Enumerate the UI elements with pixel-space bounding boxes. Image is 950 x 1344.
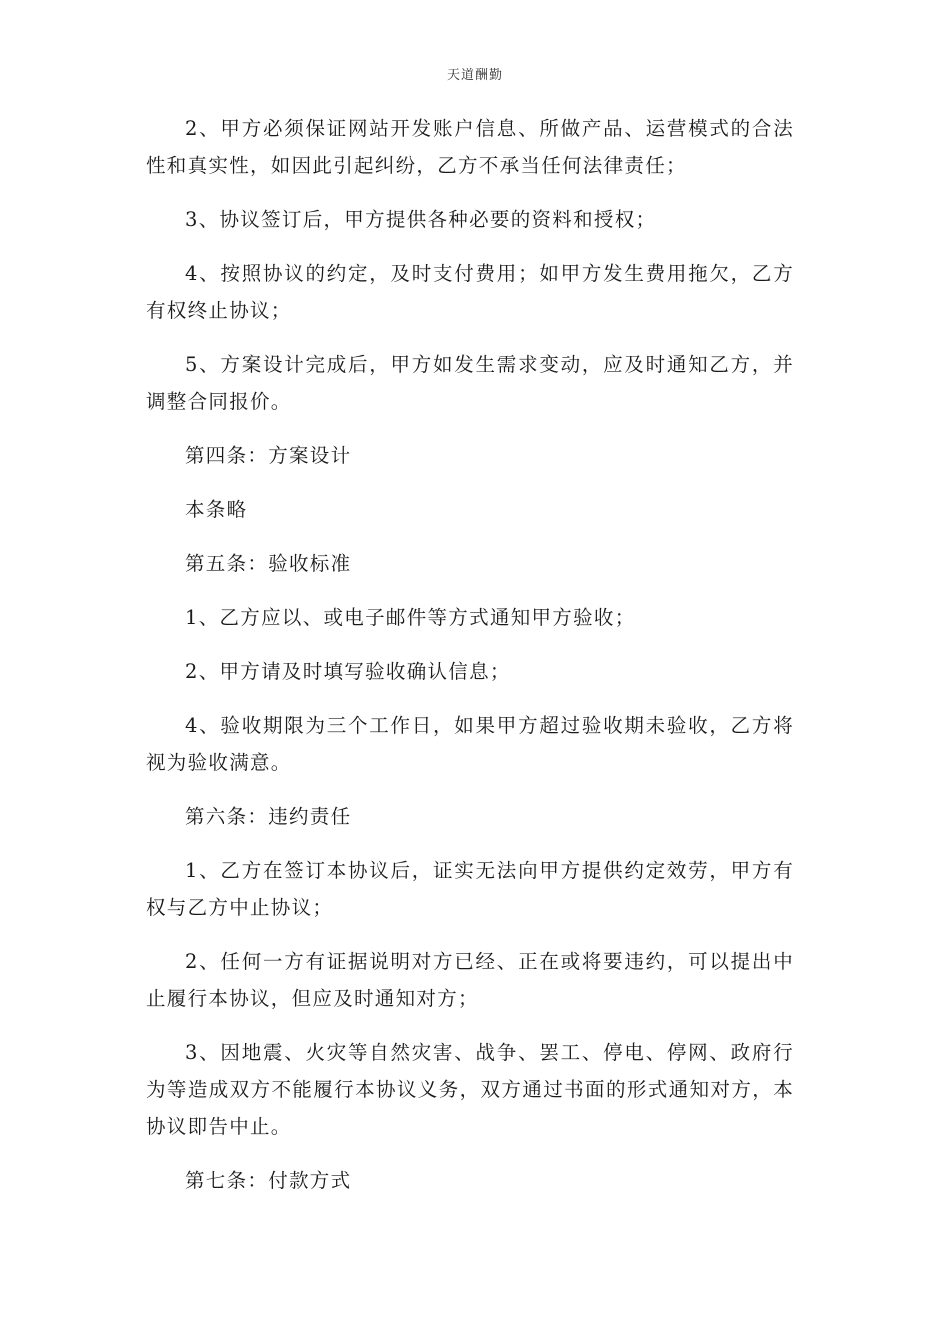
clause-item-3: 3、协议签订后，甲方提供各种必要的资料和授权； xyxy=(185,208,657,231)
liability-item-1: 1、乙方在签订本协议后，证实无法向甲方提供约定效劳，甲方有权与乙方中止协议； xyxy=(146,859,794,919)
acceptance-item-4: 4、验收期限为三个工作日，如果甲方超过验收期未验收，乙方将视为验收满意。 xyxy=(146,714,794,774)
section-heading-6: 第六条：违约责任 xyxy=(185,805,352,828)
acceptance-item-1: 1、乙方应以、或电子邮件等方式通知甲方验收； xyxy=(185,606,636,629)
section-4-body: 本条略 xyxy=(185,498,248,521)
liability-item-2: 2、任何一方有证据说明对方已经、正在或将要违约，可以提出中止履行本协议，但应及时通知对方； xyxy=(146,950,794,1010)
liability-item-3: 3、因地震、火灾等自然灾害、战争、罢工、停电、停网、政府行为等造成双方不能履行本协议义务，双方通过书面的形式通知对方，本协议即告中止。 xyxy=(146,1041,794,1138)
clause-item-2: 2、甲方必须保证网站开发账户信息、所做产品、运营模式的合法性和真实性，如因此引起纠纷，乙方不承当任何法律责任； xyxy=(146,117,794,177)
section-heading-4: 第四条：方案设计 xyxy=(185,444,352,467)
document-body xyxy=(146,110,794,1216)
page-header: 天道酬勤 xyxy=(446,68,503,83)
acceptance-item-2: 2、甲方请及时填写验收确认信息； xyxy=(185,660,511,683)
section-heading-7: 第七条：付款方式 xyxy=(185,1169,352,1192)
clause-item-5: 5、方案设计完成后，甲方如发生需求变动，应及时通知乙方，并调整合同报价。 xyxy=(146,353,794,413)
section-heading-5: 第五条：验收标准 xyxy=(185,552,352,575)
clause-item-4: 4、按照协议的约定，及时支付费用；如甲方发生费用拖欠，乙方有权终止协议； xyxy=(146,262,794,322)
